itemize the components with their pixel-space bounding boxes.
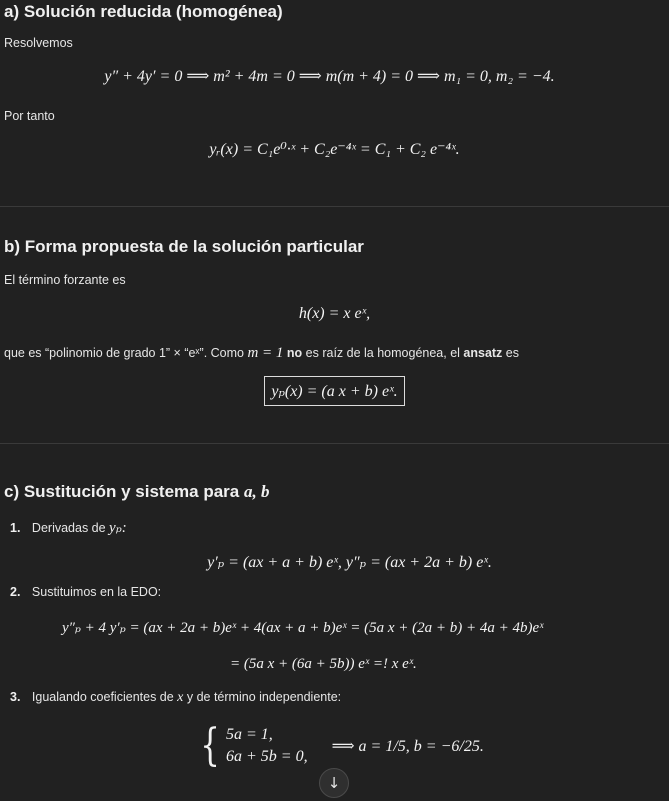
section-b-intro: El término forzante es [4,273,126,287]
arrow-down-icon: ↓ [327,774,341,792]
divider [0,206,669,207]
section-a-intro: Resolvemos [4,36,73,50]
section-a-heading: a) Solución reducida (homogénea) [4,2,283,21]
substitution-line-2: = (5a x + (6a + 5b)) eˣ =! x eˣ. [230,656,417,672]
system-lines [226,726,308,766]
explanation-no: no [283,346,303,360]
ansatz-box-wrap [0,376,669,406]
step-3-math: x [177,690,184,705]
ansatz-explanation [4,345,519,362]
scroll-to-bottom-button[interactable] [319,768,349,798]
system-result: ⟹ a = 1/5, b = −6/25. [331,738,484,755]
section-b-heading: b) Forma propuesta de la solución particular [4,237,364,256]
substitution-line-1: y″ₚ + 4 y′ₚ = (ax + 2a + b)eˣ + 4(ax + a + b)eˣ = (5a x + (2a + b) + 4a + 4b)eˣ [62,620,544,636]
characteristic-equation-chain: y″ + 4y′ = 0 ⟹ m² + 4m = 0 ⟹ m(m + 4) = 0 ⟹ m₁ = 0, m₂ = −4. [104,68,555,85]
section-a-then: Por tanto [4,109,55,123]
system-line-1: 5a = 1, [226,726,273,743]
step-3-number: 3. [10,690,21,704]
step-2 [10,585,161,599]
divider [0,443,669,444]
step-1-number: 1. [10,521,21,535]
forcing-term-equation: h(x) = x eˣ, [298,305,371,322]
system-line-2: 6a + 5b = 0, [226,748,308,765]
section-c-heading-text: c) Sustitución y sistema para [4,482,244,501]
step-3-text-post: y de término independiente: [183,690,342,704]
section-c-heading-math: a, b [243,482,270,501]
step-1 [10,518,127,537]
left-brace: { [200,720,220,771]
explanation-m-value: m = 1 [247,345,284,361]
derivatives-equation: y′ₚ = (ax + a + b) eˣ, y″ₚ = (ax + 2a + b) eˣ. [207,554,492,571]
explanation-text: que es “polinomio de grado 1” × “eˣ”. Como [4,346,248,360]
explanation-text-end: es [502,346,519,360]
reduced-solution-equation: yᵣ(x) = C₁e⁰·ˣ + C₂e⁻⁴ˣ = C₁ + C₂ e⁻⁴ˣ. [209,141,460,158]
step-3 [10,690,341,706]
ansatz-boxed-equation: yₚ(x) = (a x + b) eˣ. [264,376,404,406]
step-2-text: Sustituimos en la EDO: [31,585,162,599]
explanation-ansatz: ansatz [463,346,503,360]
step-1-text: Derivadas de [31,521,110,535]
explanation-text-mid: es raíz de la homogénea, el [302,346,464,360]
step-2-number: 2. [10,585,21,599]
coefficient-system [196,720,484,771]
step-3-text: Igualando coeficientes de [31,690,178,704]
section-c-heading [4,482,269,502]
step-1-math: yₚ: [109,520,127,536]
